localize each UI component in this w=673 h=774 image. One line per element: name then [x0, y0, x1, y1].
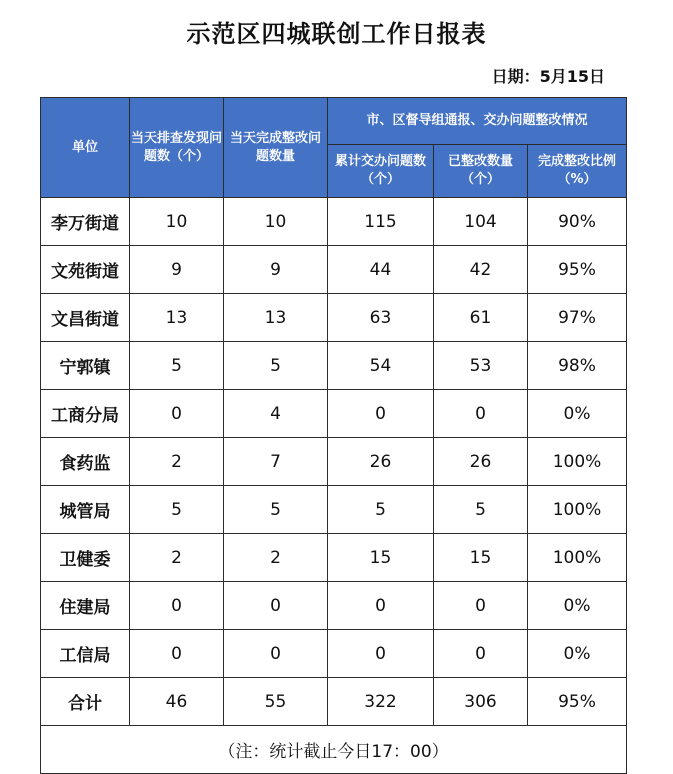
cell-rate: 95%	[528, 246, 627, 294]
cell-rectified: 0	[434, 630, 528, 678]
cell-unit: 文昌街道	[41, 294, 130, 342]
cell-rectified: 42	[434, 246, 528, 294]
cell-found: 2	[130, 438, 224, 486]
cell-found: 0	[130, 582, 224, 630]
footnote: （注：统计截止今日17：00）	[41, 726, 627, 774]
cell-found: 9	[130, 246, 224, 294]
cell-cumulative: 15	[328, 534, 434, 582]
header-unit: 单位	[41, 98, 130, 198]
cell-completed: 9	[224, 246, 328, 294]
cell-total-cumulative: 322	[328, 678, 434, 726]
header-rectified: 已整改数量（个）	[434, 145, 528, 198]
table-header	[41, 98, 627, 198]
cell-cumulative: 26	[328, 438, 434, 486]
cell-total-label: 合计	[41, 678, 130, 726]
cell-found: 2	[130, 534, 224, 582]
cell-cumulative: 63	[328, 294, 434, 342]
note-row	[41, 726, 627, 774]
cell-cumulative: 0	[328, 582, 434, 630]
table-row	[41, 390, 627, 438]
cell-cumulative: 0	[328, 390, 434, 438]
cell-rectified: 5	[434, 486, 528, 534]
report-title: 示范区四城联创工作日报表	[186, 20, 487, 48]
cell-found: 5	[130, 486, 224, 534]
cell-rate: 0%	[528, 582, 627, 630]
table-row	[41, 534, 627, 582]
cell-rate: 0%	[528, 390, 627, 438]
cell-total-rate: 95%	[528, 678, 627, 726]
cell-rectified: 26	[434, 438, 528, 486]
cell-unit: 工信局	[41, 630, 130, 678]
table-row	[41, 582, 627, 630]
cell-rate: 100%	[528, 534, 627, 582]
cell-total-completed: 55	[224, 678, 328, 726]
report-table	[40, 97, 627, 774]
report-date: 日期：5月15日	[491, 67, 605, 86]
cell-completed: 5	[224, 486, 328, 534]
total-row	[41, 678, 627, 726]
cell-completed: 4	[224, 390, 328, 438]
cell-rectified: 15	[434, 534, 528, 582]
cell-cumulative: 54	[328, 342, 434, 390]
header-completed: 当天完成整改问题数量	[224, 98, 328, 198]
cell-completed: 13	[224, 294, 328, 342]
cell-total-rectified: 306	[434, 678, 528, 726]
cell-found: 0	[130, 630, 224, 678]
cell-rate: 100%	[528, 486, 627, 534]
table-row	[41, 246, 627, 294]
cell-completed: 0	[224, 582, 328, 630]
table-row	[41, 630, 627, 678]
cell-rate: 90%	[528, 198, 627, 246]
table-row	[41, 198, 627, 246]
cell-rate: 0%	[528, 630, 627, 678]
cell-unit: 食药监	[41, 438, 130, 486]
cell-rectified: 104	[434, 198, 528, 246]
cell-rate: 97%	[528, 294, 627, 342]
cell-unit: 工商分局	[41, 390, 130, 438]
table-row	[41, 294, 627, 342]
cell-completed: 10	[224, 198, 328, 246]
table-row	[41, 438, 627, 486]
header-rate: 完成整改比例（%）	[528, 145, 627, 198]
table-row	[41, 486, 627, 534]
cell-rectified: 53	[434, 342, 528, 390]
cell-cumulative: 44	[328, 246, 434, 294]
cell-cumulative: 0	[328, 630, 434, 678]
header-found: 当天排查发现问题数（个）	[130, 98, 224, 198]
cell-unit: 李万街道	[41, 198, 130, 246]
table-row	[41, 342, 627, 390]
cell-rate: 100%	[528, 438, 627, 486]
cell-cumulative: 5	[328, 486, 434, 534]
cell-cumulative: 115	[328, 198, 434, 246]
table-body	[41, 198, 627, 774]
cell-rectified: 0	[434, 390, 528, 438]
cell-completed: 7	[224, 438, 328, 486]
cell-found: 13	[130, 294, 224, 342]
cell-found: 10	[130, 198, 224, 246]
cell-unit: 卫健委	[41, 534, 130, 582]
cell-completed: 5	[224, 342, 328, 390]
cell-found: 0	[130, 390, 224, 438]
cell-found: 5	[130, 342, 224, 390]
cell-unit: 住建局	[41, 582, 130, 630]
cell-total-found: 46	[130, 678, 224, 726]
cell-unit: 城管局	[41, 486, 130, 534]
header-supervision-group: 市、区督导组通报、交办问题整改情况	[328, 98, 627, 145]
cell-completed: 2	[224, 534, 328, 582]
cell-unit: 宁郭镇	[41, 342, 130, 390]
header-cumulative: 累计交办问题数（个）	[328, 145, 434, 198]
cell-unit: 文苑街道	[41, 246, 130, 294]
cell-completed: 0	[224, 630, 328, 678]
cell-rate: 98%	[528, 342, 627, 390]
cell-rectified: 0	[434, 582, 528, 630]
cell-rectified: 61	[434, 294, 528, 342]
